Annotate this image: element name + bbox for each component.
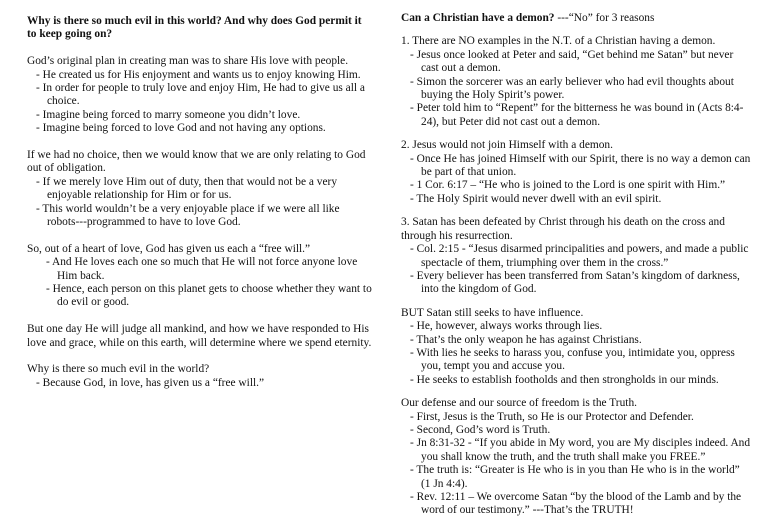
bullet-item: - The Holy Spirit would never dwell with an evil spirit. — [410, 192, 662, 205]
bullet-item: - Because God, in love, has given us a “free will.” — [36, 376, 265, 389]
bullet-item: - He, however, always works through lies. — [410, 320, 603, 333]
bullet-item: - If we merely love Him out of duty, then that would not be a very enjoyable relationship for Him or for us. — [36, 175, 338, 202]
right-title — [401, 12, 751, 25]
bullet-item: - Every believer has been transferred from Satan’s kingdom of darkness, into the kingdom of God. — [410, 269, 740, 296]
bullet-item: - Rev. 12:11 – We overcome Satan “by the blood of the Lamb and by the word of our testimony.” ---That’s the TRUTH! — [410, 491, 742, 517]
right-title-bold: Can a Christian have a demon? — [401, 12, 555, 24]
reason-3: 3. Satan has been defeated by Christ through his death on the cross and through his resurrection. — [401, 216, 725, 242]
right-title-suffix: ---“No” for 3 reasons — [554, 12, 655, 24]
paragraph-influence: BUT Satan still seeks to have influence. — [401, 306, 584, 319]
bullet-item: - With lies he seeks to harass you, confuse you, intimidate you, oppress you, tempt you and accuse you. — [410, 346, 735, 373]
bullet-item: - Imagine being forced to love God and not having any options. — [36, 122, 326, 135]
left-title: Why is there so much evil in this world? And why does God permit it to keep going on? — [27, 15, 362, 41]
bullet-item: - Col. 2:15 - “Jesus disarmed principalities and powers, and made a public spectacle of them, triumphing over them in the cross.” — [410, 243, 749, 269]
bullet-item: - The truth is: “Greater is He who is in you than He who is in the world” (1 Jn 4:4). — [410, 464, 740, 490]
bullet-item: - Once He has joined Himself with our Spirit, there is no way a demon can be part of that union. — [410, 152, 751, 179]
reason-2: 2. Jesus would not join Himself with a demon. — [401, 139, 613, 152]
bullet-item: - Peter told him to “Repent” for the bitterness he was bound in (Acts 8:4-24), but Peter did not cast out a demon. — [410, 102, 744, 128]
paragraph-plan: God’s original plan in creating man was to share His love with people. — [27, 55, 349, 68]
bullet-item: - In order for people to truly love and enjoy Him, He had to give us all a choice. — [36, 82, 365, 108]
reason-1: 1. There are NO examples in the N.T. of a Christian having a demon. — [401, 35, 716, 48]
bullet-item: - Simon the sorcerer was an early believer who had evil thoughts about buying the Holy Spirit’s power. — [410, 75, 734, 102]
bullet-item: - He created us for His enjoyment and wants us to enjoy knowing Him. — [36, 68, 361, 81]
bullet-item: - And He loves each one so much that He will not force anyone love Him back. — [46, 256, 358, 282]
left-column — [27, 0, 372, 390]
right-column — [401, 0, 751, 518]
bullet-item: - 1 Cor. 6:17 – “He who is joined to the Lord is one spirit with Him.” — [410, 179, 726, 192]
paragraph-choice: If we had no choice, then we would know that we are only relating to God out of obligation. — [27, 149, 366, 175]
paragraph-judgment: But one day He will judge all mankind, and how we have responded to His love and grace, while on this earth, will determine where we spend eternity. — [27, 323, 372, 349]
question-evil: Why is there so much evil in the world? — [27, 363, 210, 376]
bullet-item: - First, Jesus is the Truth, so He is our Protector and Defender. — [410, 410, 694, 423]
bullet-item: - That’s the only weapon he has against Christians. — [410, 333, 642, 346]
paragraph-free-will: So, out of a heart of love, God has given us each a “free will.” — [27, 242, 311, 255]
bullet-item: - Imagine being forced to marry someone you didn’t love. — [36, 108, 301, 121]
bullet-item: - Jn 8:31-32 - “If you abide in My word, you are My disciples indeed. And you shall know the truth, and the truth shall make you FREE.” — [410, 437, 751, 463]
bullet-item: - Second, God’s word is Truth. — [410, 423, 551, 436]
paragraph-defense: Our defense and our source of freedom is the Truth. — [401, 397, 637, 410]
bullet-item: - He seeks to establish footholds and then strongholds in our minds. — [410, 373, 719, 386]
bullet-item: - Jesus once looked at Peter and said, “Get behind me Satan” but never cast out a demon. — [410, 48, 734, 75]
bullet-item: - This world wouldn’t be a very enjoyable place if we were all like robots---programmed to have to love God. — [36, 202, 340, 229]
bullet-item: - Hence, each person on this planet gets to choose whether they want to do evil or good. — [46, 283, 372, 309]
